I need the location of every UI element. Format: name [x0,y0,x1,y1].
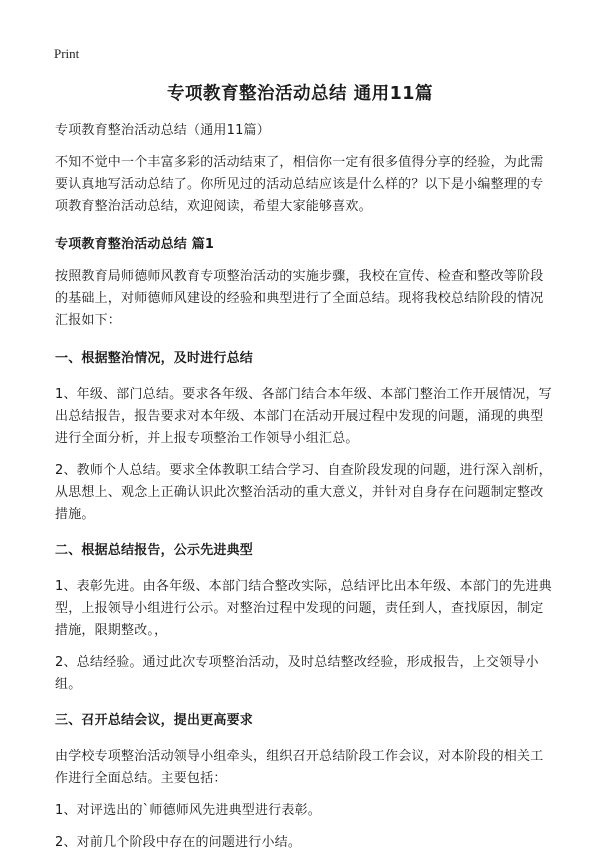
section-title: 专项教育整治活动总结 篇1 [55,237,215,252]
document-subtitle: 专项教育整治活动总结（通用11篇） [55,123,270,138]
part3-item2: 2、对前几个阶段中存在的问题进行小结。 [55,835,302,850]
print-link[interactable]: Print [54,46,80,61]
intro-paragraph: 不知不觉中一个丰富多彩的活动结束了，相信你一定有很多值得分享的经验，为此需要认真地写活动总结了。你所见过的活动总结应该是什么样的？以下是小编整理的专项教育整治活动总结，欢迎阅读，希望大家能够喜欢。 [55,155,544,214]
section-intro-paragraph: 按照教育局师德师风教育专项整治活动的实施步骤，我校在宣传、检查和整改等阶段的基础上，对师德师风建设的经验和典型进行了全面总结。现将我校总结阶段的情况汇报如下： [55,269,544,328]
part3-intro: 由学校专项整治活动领导小组牵头，组织召开总结阶段工作会议，对本阶段的相关工作进行全面总结。主要包括： [55,749,544,786]
part1-item2: 2、教师个人总结。要求全体教职工结合学习、自查阶段发现的问题，进行深入剖析，从思想上、观念上正确认识此次整治活动的重大意义，并针对自身存在问题制定整改措施。 [55,463,552,522]
part2-item2: 2、总结经验。通过此次专项整治活动，及时总结整改经验，形成报告，上交领导小组。 [55,655,539,692]
part1-heading: 一、根据整治情况，及时进行总结 [55,351,254,366]
part2-item1: 1、表彰先进。由各年级、本部门结合整改实际，总结评比出本年级、本部门的先进典型，上报领导小组进行公示。对整治过程中发现的问题，责任到人，查找原因，制定措施，限期整改。， [55,579,552,638]
part3-heading: 三、召开总结会议，提出更高要求 [55,713,254,728]
document-body [55,120,555,854]
page-title: 专项教育整治活动总结 通用11篇 [167,84,433,104]
part3-item1: 1、对评选出的`师德师风先进典型进行表彰。 [55,803,321,818]
part1-item1: 1、年级、部门总结。要求各年级、各部门结合本年级、本部门整治工作开展情况，写出总结报告，报告要求对本年级、本部门在活动开展过程中发现的问题，涌现的典型进行全面分析，并上报专项整治工作领导小组汇总。 [55,387,552,446]
part2-heading: 二、根据总结报告，公示先进典型 [55,543,254,558]
